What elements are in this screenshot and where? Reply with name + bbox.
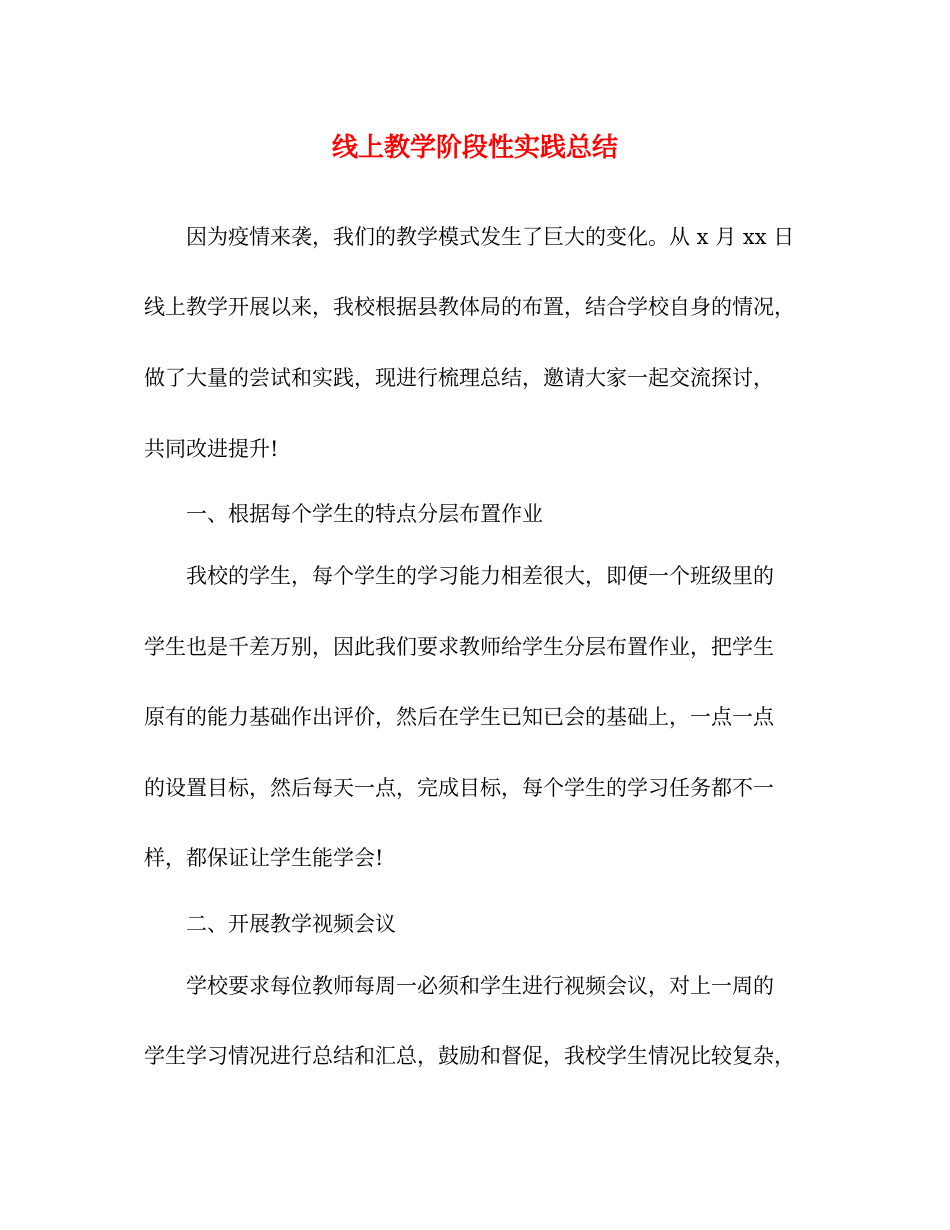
paragraph-line: 学生学习情况进行总结和汇总，鼓励和督促，我校学生情况比较复杂， xyxy=(144,1044,795,1068)
paragraph-line: 的设置目标，然后每天一点，完成目标，每个学生的学习任务都不一 xyxy=(144,776,774,800)
paragraph-line: 因为疫情来袭，我们的教学模式发生了巨大的变化。从 x 月 xx 日 xyxy=(186,225,795,249)
section-heading: 一、根据每个学生的特点分层布置作业 xyxy=(186,502,543,526)
paragraph-line: 样，都保证让学生能学会! xyxy=(144,846,384,870)
paragraph-line: 学生也是千差万别，因此我们要求教师给学生分层布置作业，把学生 xyxy=(144,635,774,659)
paragraph-line: 原有的能力基础作出评价，然后在学生已知已会的基础上，一点一点 xyxy=(144,705,774,729)
paragraph-line: 共同改进提升! xyxy=(144,437,279,461)
paragraph-line: 做了大量的尝试和实践，现进行梳理总结，邀请大家一起交流探讨， xyxy=(144,366,774,390)
paragraph-line: 我校的学生，每个学生的学习能力相差很大，即便一个班级里的 xyxy=(186,564,774,588)
paragraph-line: 线上教学开展以来，我校根据县教体局的布置，结合学校自身的情况， xyxy=(144,295,795,319)
section-heading: 二、开展教学视频会议 xyxy=(186,912,396,936)
paragraph-line: 学校要求每位教师每周一必须和学生进行视频会议，对上一周的 xyxy=(186,974,774,998)
document-title: 线上教学阶段性实践总结 xyxy=(331,133,618,163)
